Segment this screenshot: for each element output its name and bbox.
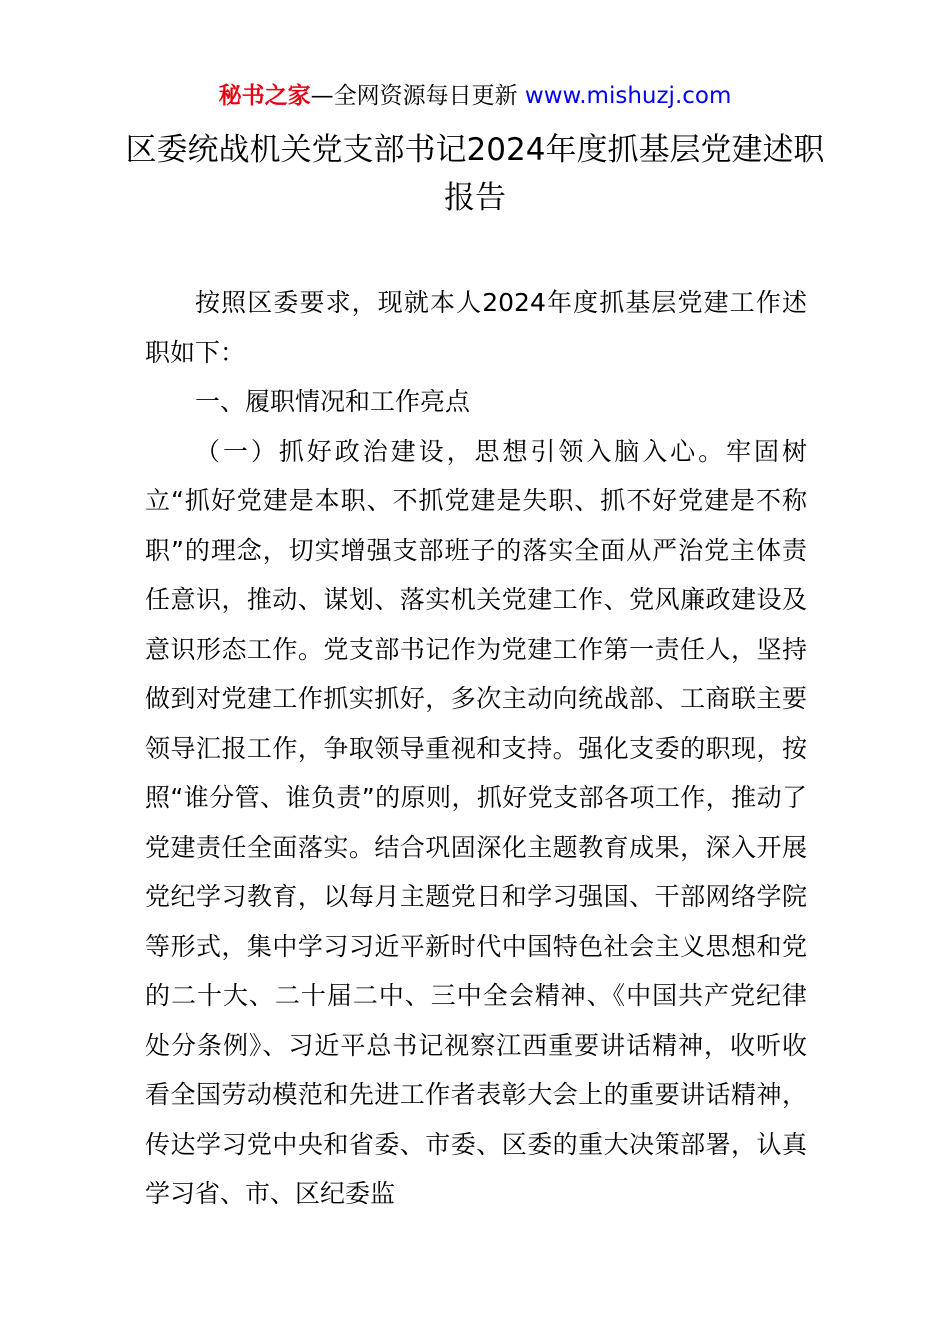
section-heading: 一、履职情况和工作亮点: [195, 387, 471, 416]
header-tagline: —全网资源每日更新: [310, 83, 525, 109]
document-title: 区委统战机关党支部书记2024年度抓基层党建述职报告: [125, 132, 825, 216]
brand-name: 秘书之家: [218, 83, 311, 109]
intro-paragraph: 按照区委要求，现就本人2024年度抓基层党建工作述职如下：: [145, 288, 807, 367]
site-url-link[interactable]: www.mishuzj.com: [524, 83, 732, 109]
watermark-header: [0, 80, 950, 112]
document-body: [145, 278, 807, 1219]
body-paragraph: （一）抓好政治建设，思想引领入脑入心。牢固树立“抓好党建是本职、不抓党建是失职、抓不好党建是不称职”的理念，切实增强支部班子的落实全面从严治党主体责任意识，推动、谋划、落实机关党建工作、党风廉政建设及意识形态工作。党支部书记作为党建工作第一责任人，坚持做到对党建工作抓实抓好，多次主动向统战部、工商联主要领导汇报工作，争取领导重视和支持。强化支委的职现，按照“谁分管、谁负责”的原则，抓好党支部各项工作，推动了党建责任全面落实。结合巩固深化主题教育成果，深入开展党纪学习教育，以每月主题党日和学习强国、干部网络学院等形式，集中学习习近平新时代中国特色社会主义思想和党的二十大、二十届二中、三中全会精神、《中国共产党纪律处分条例》、习近平总书记视察江西重要讲话精神，收听收看全国劳动模范和先进工作者表彰大会上的重要讲话精神，传达学习党中央和省委、市委、区委的重大决策部署，认真学习省、市、区纪委监: [145, 436, 807, 1208]
